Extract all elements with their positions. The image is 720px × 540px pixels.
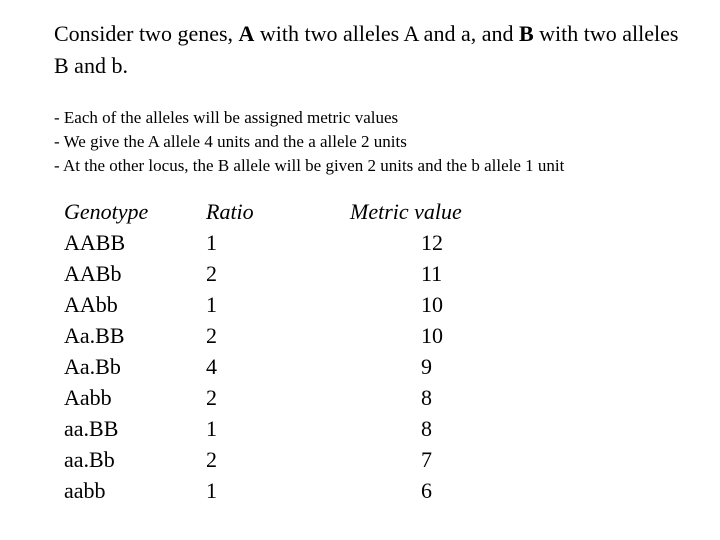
gene-b-label: B: [518, 21, 534, 46]
ratio-cell: 2: [206, 323, 217, 348]
metric-cell: 8: [421, 385, 432, 410]
bullet-item: - Each of the alleles will be assigned metric values: [54, 108, 399, 127]
ratio-cell: 2: [206, 385, 217, 410]
genotype-cell: Aa.Bb: [64, 354, 121, 379]
genotype-cell: Aabb: [64, 385, 112, 410]
metric-cell: 10: [421, 292, 443, 317]
intro-text-3: with two alleles B and b.: [54, 21, 679, 78]
genotype-cell: aa.BB: [64, 416, 119, 441]
intro-text-1: Consider two genes,: [54, 21, 239, 46]
genotype-cell: AAbb: [64, 292, 118, 317]
ratio-cell: 1: [206, 478, 217, 503]
metric-cell: 9: [421, 354, 432, 379]
ratio-cell: 1: [206, 416, 217, 441]
genotype-header: Genotype: [64, 199, 149, 224]
metric-cell: 12: [421, 230, 443, 255]
genotype-cell: Aa.BB: [64, 323, 125, 348]
gene-a-label: A: [238, 21, 255, 46]
genotype-column: [64, 196, 148, 506]
ratio-column: [206, 196, 254, 506]
bullet-item: - We give the A allele 4 units and the a allele 2 units: [54, 132, 407, 151]
bullet-item: - At the other locus, the B allele will be given 2 units and the b allele 1 unit: [54, 156, 565, 175]
genotype-cell: aa.Bb: [64, 447, 115, 472]
ratio-cell: 2: [206, 261, 217, 286]
metric-cell: 11: [421, 261, 443, 286]
genotype-cell: AABB: [64, 230, 126, 255]
metric-cell: 10: [421, 323, 443, 348]
metric-cell: 8: [421, 416, 432, 441]
ratio-cell: 1: [206, 292, 217, 317]
intro-paragraph: [54, 18, 694, 82]
metric-cell: 6: [421, 478, 432, 503]
ratio-header: Ratio: [206, 199, 254, 224]
bullet-list: [54, 106, 704, 178]
ratio-cell: 1: [206, 230, 217, 255]
genotype-cell: aabb: [64, 478, 106, 503]
ratio-cell: 2: [206, 447, 217, 472]
intro-text-2: with two alleles A and a, and: [254, 21, 519, 46]
metric-header: Metric value: [350, 199, 462, 224]
genotype-cell: AABb: [64, 261, 122, 286]
metric-column: [421, 227, 443, 506]
ratio-cell: 4: [206, 354, 217, 379]
metric-cell: 7: [421, 447, 432, 472]
